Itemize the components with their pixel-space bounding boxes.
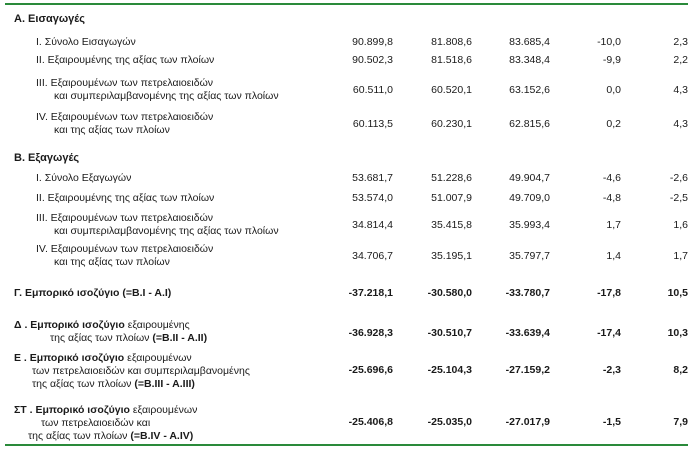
imports-row-1-value-4: -10,0	[597, 36, 621, 48]
balances-row-2-value-3: -33.639,4	[505, 327, 550, 339]
balances-row-2-value-4: -17,4	[597, 327, 621, 339]
imports-row-1-value-3: 83.685,4	[509, 36, 550, 48]
balances-row-4-value-2: -25.035,0	[427, 416, 472, 428]
exports-row-3-label-line-1: III. Εξαιρουμένων των πετρελαιοειδών	[36, 212, 214, 224]
balances-row-4-label-line-3: της αξίας των πλοίων (=Β.IV - A.IV)	[28, 430, 194, 442]
imports-row-3-value-4: 0,0	[606, 84, 621, 96]
balances-row-3-value-3: -27.159,2	[505, 364, 550, 376]
exports-row-1-label-line-1: I. Σύνολο Εξαγωγών	[36, 172, 132, 184]
balances-row-1-value-4: -17,8	[597, 287, 621, 299]
exports-section-title: Β. Εξαγωγές	[14, 152, 80, 164]
balances-row-4-label-line-1: ΣΤ . Εμπορικό ισοζύγιο εξαιρουμένων	[14, 404, 198, 416]
exports-row-4-label-line-2: και της αξίας των πλοίων	[54, 256, 170, 268]
exports-row-3-value-4: 1,7	[606, 219, 621, 231]
exports-row-4-value-1: 34.706,7	[352, 250, 393, 262]
balances-row-3-value-1: -25.696,6	[348, 364, 393, 376]
imports-section-title: Α. Εισαγωγές	[14, 13, 85, 25]
imports-row-2-value-4: -9,9	[602, 54, 621, 66]
balances-row-1-label-line-1: Γ. Εμπορικό ισοζύγιο (=Β.I - A.I)	[14, 287, 172, 299]
exports-row-1-value-5: -2,6	[669, 172, 688, 184]
imports-row-3-value-3: 63.152,6	[509, 84, 550, 96]
balances-row-1-value-1: -37.218,1	[348, 287, 393, 299]
balances-row-2-value-5: 10,3	[667, 327, 688, 339]
balances-row-2-value-2: -30.510,7	[427, 327, 472, 339]
balances-row-3-value-2: -25.104,3	[427, 364, 472, 376]
imports-row-2-value-3: 83.348,4	[509, 54, 550, 66]
balances-row-3-label-line-3: της αξίας των πλοίων (=Β.III - A.III)	[32, 378, 195, 390]
exports-row-3-value-2: 35.415,8	[431, 219, 472, 231]
top-rule	[5, 3, 688, 5]
balances-row-3-label-line-2: των πετρελαιοειδών και συμπεριλαμβανομένης	[32, 365, 250, 377]
imports-row-3-value-2: 60.520,1	[431, 84, 472, 96]
exports-row-1-value-1: 53.681,7	[352, 172, 393, 184]
exports-row-1-value-2: 51.228,6	[431, 172, 472, 184]
balances-row-4-value-5: 7,9	[673, 416, 688, 428]
balances-row-3-value-5: 8,2	[673, 364, 688, 376]
imports-row-2-value-1: 90.502,3	[352, 54, 393, 66]
exports-row-2-value-5: -2,5	[669, 192, 688, 204]
imports-row-2-label-line-1: II. Εξαιρουμένης της αξίας των πλοίων	[36, 54, 215, 66]
exports-row-3-label-line-2: και συμπεριλαμβανομένης της αξίας των πλοίων	[54, 225, 279, 237]
imports-row-3-value-5: 4,3	[673, 84, 688, 96]
exports-row-2-label-line-1: II. Εξαιρουμένης της αξίας των πλοίων	[36, 192, 215, 204]
imports-row-4-value-1: 60.113,5	[352, 118, 393, 130]
imports-row-4-label-line-2: και της αξίας των πλοίων	[54, 124, 170, 136]
imports-row-1-value-1: 90.899,8	[352, 36, 393, 48]
balances-row-3-value-4: -2,3	[602, 364, 621, 376]
exports-row-2-value-4: -4,8	[602, 192, 621, 204]
imports-row-3-label-line-2: και συμπεριλαμβανομένης της αξίας των πλοίων	[54, 90, 279, 102]
imports-row-3-label-line-1: III. Εξαιρουμένων των πετρελαιοειδών	[36, 77, 214, 89]
imports-row-4-value-3: 62.815,6	[509, 118, 550, 130]
balances-row-2-label-line-1: Δ . Εμπορικό ισοζύγιο εξαιρουμένης	[14, 319, 190, 331]
exports-row-4-value-3: 35.797,7	[509, 250, 550, 262]
imports-row-4-label-line-1: IV. Εξαιρουμένων των πετρελαιοειδών	[36, 111, 214, 123]
exports-row-1-value-3: 49.904,7	[509, 172, 550, 184]
balances-row-2-label-line-2: της αξίας των πλοίων (=Β.II - A.II)	[50, 332, 208, 344]
imports-row-1-value-5: 2,3	[673, 36, 688, 48]
imports-row-2-value-2: 81.518,6	[431, 54, 472, 66]
imports-row-4-value-5: 4,3	[673, 118, 688, 130]
exports-row-4-label-line-1: IV. Εξαιρουμένων των πετρελαιοειδών	[36, 243, 214, 255]
balances-row-4-label-line-2: των πετρελαιοειδών και	[41, 417, 151, 429]
balances-row-1-value-3: -33.780,7	[505, 287, 550, 299]
exports-row-3-value-5: 1,6	[673, 219, 688, 231]
balances-row-4-value-4: -1,5	[602, 416, 621, 428]
imports-row-4-value-4: 0,2	[606, 118, 621, 130]
balances-row-2-value-1: -36.928,3	[348, 327, 393, 339]
balances-row-3-label-line-1: Ε . Εμπορικό ισοζύγιο εξαιρουμένων	[14, 352, 192, 364]
exports-row-3-value-3: 35.993,4	[509, 219, 550, 231]
exports-row-4-value-4: 1,4	[606, 250, 621, 262]
imports-row-1-value-2: 81.808,6	[431, 36, 472, 48]
balances-row-4-value-3: -27.017,9	[505, 416, 550, 428]
exports-row-2-value-3: 49.709,0	[509, 192, 550, 204]
exports-row-4-value-2: 35.195,1	[431, 250, 472, 262]
imports-row-4-value-2: 60.230,1	[431, 118, 472, 130]
exports-row-3-value-1: 34.814,4	[352, 219, 393, 231]
imports-row-1-label-line-1: I. Σύνολο Εισαγωγών	[36, 36, 136, 48]
imports-row-3-value-1: 60.511,0	[352, 84, 393, 96]
imports-row-2-value-5: 2,2	[673, 54, 688, 66]
exports-row-2-value-2: 51.007,9	[431, 192, 472, 204]
balances-row-1-value-2: -30.580,0	[427, 287, 472, 299]
exports-row-4-value-5: 1,7	[673, 250, 688, 262]
balances-row-1-value-5: 10,5	[667, 287, 688, 299]
exports-row-2-value-1: 53.574,0	[352, 192, 393, 204]
balances-row-4-value-1: -25.406,8	[348, 416, 393, 428]
exports-row-1-value-4: -4,6	[602, 172, 621, 184]
bottom-rule	[5, 444, 688, 446]
